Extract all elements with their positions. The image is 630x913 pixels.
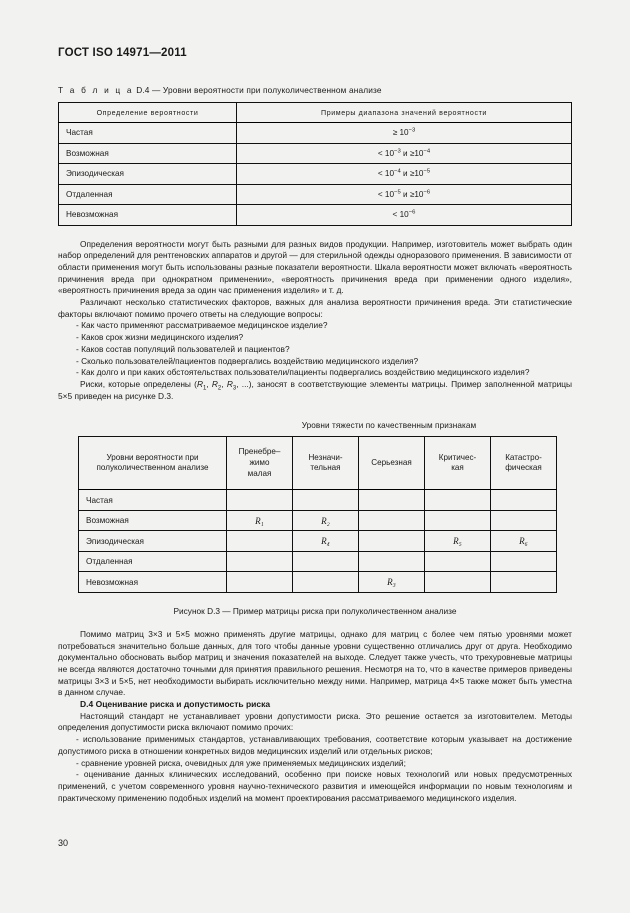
table-d4-cell-level: Возможная: [59, 143, 237, 164]
table-d4-probability-levels: [58, 102, 572, 226]
risk-matrix-cell: [359, 490, 425, 511]
risk-matrix-table: [78, 436, 557, 593]
risk-matrix-cell: [491, 490, 557, 511]
table-d4-col-range: Примеры диапазона значений вероятности: [237, 103, 572, 123]
table-d4-cell-level: Частая: [59, 123, 237, 144]
list-item: [58, 320, 572, 332]
bullet-list-statistical-questions: [58, 320, 572, 379]
paragraph-text: Помимо матриц 3×3 и 5×5 можно применять другие матрицы, однако для матриц с более чем пятью уровнями может потребоваться значительно больше данных, для того чтобы данные уровни существенно отличались друг от друга. Необходимо документально обосновать выбор матриц и значения показателей на выходе. Следует также учесть, что трехуровневые матрицы не всегда являются достаточно точными для принятия правильного решения. Несмотря на то, что в качестве примеров приведены матрицы 3×3 и 5×5, нет необходимости выбирать исключительно между ними. Например, матрица 4×5 также может быть уместна в данном случае.: [58, 628, 572, 698]
paragraph-acceptability: [58, 711, 572, 734]
risk-matrix-cell: [227, 490, 293, 511]
risk-matrix-severity-header-1: Пренебре– жимо малая: [227, 437, 293, 490]
risk-matrix-cell: [359, 572, 425, 593]
list-item: [58, 367, 572, 379]
table-d4-cell-range: ≥ $10^{-3}$: [237, 123, 572, 144]
risk-id-label: R₅: [453, 536, 462, 547]
list-item: [58, 734, 572, 757]
table-caption-prefix: Т а б л и ц а: [58, 85, 134, 95]
risk-matrix-body: [79, 490, 557, 593]
list-item-text: - Сколько пользователей/пациентов подвергались воздействию медицинского изделия?: [76, 355, 419, 366]
table-caption-text: D.4 — Уровни вероятности при полуколичественном анализе: [136, 85, 382, 95]
risk-matrix-severity-header-3: Серьезная: [359, 437, 425, 490]
list-item: [58, 332, 572, 344]
risk-matrix-cell: [293, 572, 359, 593]
risk-id-label: R₂: [321, 515, 330, 526]
risk-matrix-cell: [491, 531, 557, 552]
table-d4-body: [59, 123, 572, 226]
figure-d3: [58, 421, 572, 616]
list-item-text: - Как часто применяют рассматриваемое медицинское изделие?: [76, 320, 328, 331]
table-row: [59, 184, 572, 205]
table-row: [79, 510, 557, 531]
risk-matrix-severity-header-2: Незначи- тельная: [293, 437, 359, 490]
table-d4-cell-level: Невозможная: [59, 205, 237, 226]
list-item-text: - сравнение уровней риска, очевидных для уже применяемых медицинских изделий;: [76, 757, 406, 768]
table-row: [59, 143, 572, 164]
risk-id-label: R₁: [255, 515, 264, 526]
risk-matrix-cell: [293, 510, 359, 531]
table-d4-cell-level: Эпизодическая: [59, 164, 237, 185]
risk-matrix-cell: [293, 490, 359, 511]
list-item-text: - Каков срок жизни медицинского изделия?: [76, 332, 244, 343]
paragraph-other-matrices: [58, 629, 572, 699]
figure-d3-caption: Рисунок D.3 — Пример матрицы риска при полуколичественном анализе: [173, 605, 457, 616]
risk-matrix-header-row: [79, 437, 557, 490]
section-heading-d4: [58, 699, 572, 711]
page-number: 30: [58, 838, 69, 848]
section-heading-text: D.4 Оценивание риска и допустимость риска: [80, 699, 271, 710]
risk-matrix-cell: [359, 531, 425, 552]
table-row: [79, 490, 557, 511]
risk-matrix-cell: [227, 510, 293, 531]
document-standard-header: ГОСТ ISO 14971—2011: [58, 47, 187, 59]
risk-matrix-probability-label: Возможная: [79, 510, 227, 531]
table-d4-caption: [58, 85, 572, 95]
risk-matrix-cell: [425, 572, 491, 593]
paragraph-probability-definitions: [58, 239, 572, 298]
table-d4-cell-level: Отдаленная: [59, 184, 237, 205]
risk-matrix-cell: [359, 510, 425, 531]
paragraph-text: Различают несколько статистических факторов, важных для анализа вероятности причинения вреда. Эти статистические факторы включают помимо прочего ответы на следующие вопросы:: [58, 297, 572, 319]
risk-matrix-rowhead-label: Уровни вероятности при полуколичественном анализе: [79, 437, 227, 490]
risk-matrix-cell: [491, 572, 557, 593]
risk-matrix-severity-header-5: Катастро- фическая: [491, 437, 557, 490]
table-d4-col-definition: Определение вероятности: [59, 103, 237, 123]
list-item: [58, 769, 572, 804]
paragraph-text: Риски, которые определены ($R_1$, $R_2$, $R_3$, ...), заносят в соответствующие элементы матрицы. Пример заполненной матрицы 5×5 приведен на рисунке D.3.: [58, 378, 573, 401]
risk-matrix-cell: [425, 531, 491, 552]
list-item-text: - Как долго и при каких обстоятельствах пользователи/пациенты подвергались воздействию медицинского изделия?: [76, 367, 530, 378]
list-item: [58, 758, 572, 770]
risk-matrix-probability-label: Эпизодическая: [79, 531, 227, 552]
table-row: [59, 205, 572, 226]
table-row: [79, 572, 557, 593]
risk-matrix-severity-header-4: Критичес- кая: [425, 437, 491, 490]
risk-matrix-cell: [227, 551, 293, 572]
risk-id-label: R₃: [387, 577, 396, 588]
risk-matrix-cell: [425, 510, 491, 531]
risk-matrix-probability-label: Частая: [79, 490, 227, 511]
list-item-text: - Каков состав популяций пользователей и пациентов?: [76, 343, 290, 354]
list-item-text: - оценивание данных клинических исследований, особенно при поиске новых технологий или новых предусмотренных применений, с учетом современного уровня научно-технического развития и имеющейся информации по новым технологиям и практическому применению подобных изделий на момент проектирования рассматриваемого медицинского изделия.: [58, 769, 572, 803]
risk-matrix-cell: [359, 551, 425, 572]
risk-id-label: R₆: [519, 536, 528, 547]
table-d4-header-row: [59, 103, 572, 123]
list-item-text: - использование применимых стандартов, устанавливающих требования, соответствие которым указывает на достижение допустимого риска в отношении конкретных видов медицинских изделий или отдельных рисков;: [58, 734, 572, 756]
paragraph-risk-matrix-entry: [58, 379, 572, 402]
table-d4-cell-range: < $10^{-4}$ $и \ge 10^{-5}$: [237, 164, 572, 185]
paragraph-text: Настоящий стандарт не устанавливает уровни допустимости риска. Это решение остается за изготовителем. Методы определения допустимости риска включают помимо прочих:: [58, 710, 572, 733]
risk-id-label: R₄: [321, 536, 330, 547]
risk-matrix-cell: [425, 490, 491, 511]
risk-matrix-cell: [293, 531, 359, 552]
table-d4-cell-range: < $10^{-3}$ $и \ge 10^{-4}$: [237, 143, 572, 164]
risk-matrix-probability-label: Отдаленная: [79, 551, 227, 572]
risk-matrix-probability-label: Невозможная: [79, 572, 227, 593]
table-row: [79, 531, 557, 552]
table-row: [79, 551, 557, 572]
list-item: [58, 356, 572, 368]
table-row: [59, 123, 572, 144]
paragraph-statistical-factors: [58, 297, 572, 320]
paragraph-text: Определения вероятности могут быть разными для разных видов продукции. Например, изготовитель может выбрать один набор определений для рентгеновских аппаратов и другой — для стерильной одежды одноразового применения. В зависимости от области применения могут быть использованы разные показатели вероятности. Шкала вероятности может включать «вероятность причинения вреда при однократном применении», «вероятность причинения вреда при применении одного изделия», «вероятность причинения вреда за один час применения изделия» и т. д.: [58, 238, 572, 296]
table-row: [59, 164, 572, 185]
table-d4-cell-range: < $10^{-6}$: [237, 205, 572, 226]
list-item: [58, 344, 572, 356]
risk-matrix-cell: [293, 551, 359, 572]
severity-axis-title: Уровни тяжести по качественным признакам: [301, 421, 477, 431]
page-content: [58, 0, 572, 804]
risk-matrix-cell: [491, 551, 557, 572]
risk-matrix-cell: [227, 572, 293, 593]
risk-matrix-cell: [491, 510, 557, 531]
bullet-list-acceptability-methods: [58, 734, 572, 804]
table-d4-cell-range: < $10^{-5}$ $и \ge 10^{-6}$: [237, 184, 572, 205]
risk-matrix-cell: [227, 531, 293, 552]
risk-matrix-cell: [425, 551, 491, 572]
